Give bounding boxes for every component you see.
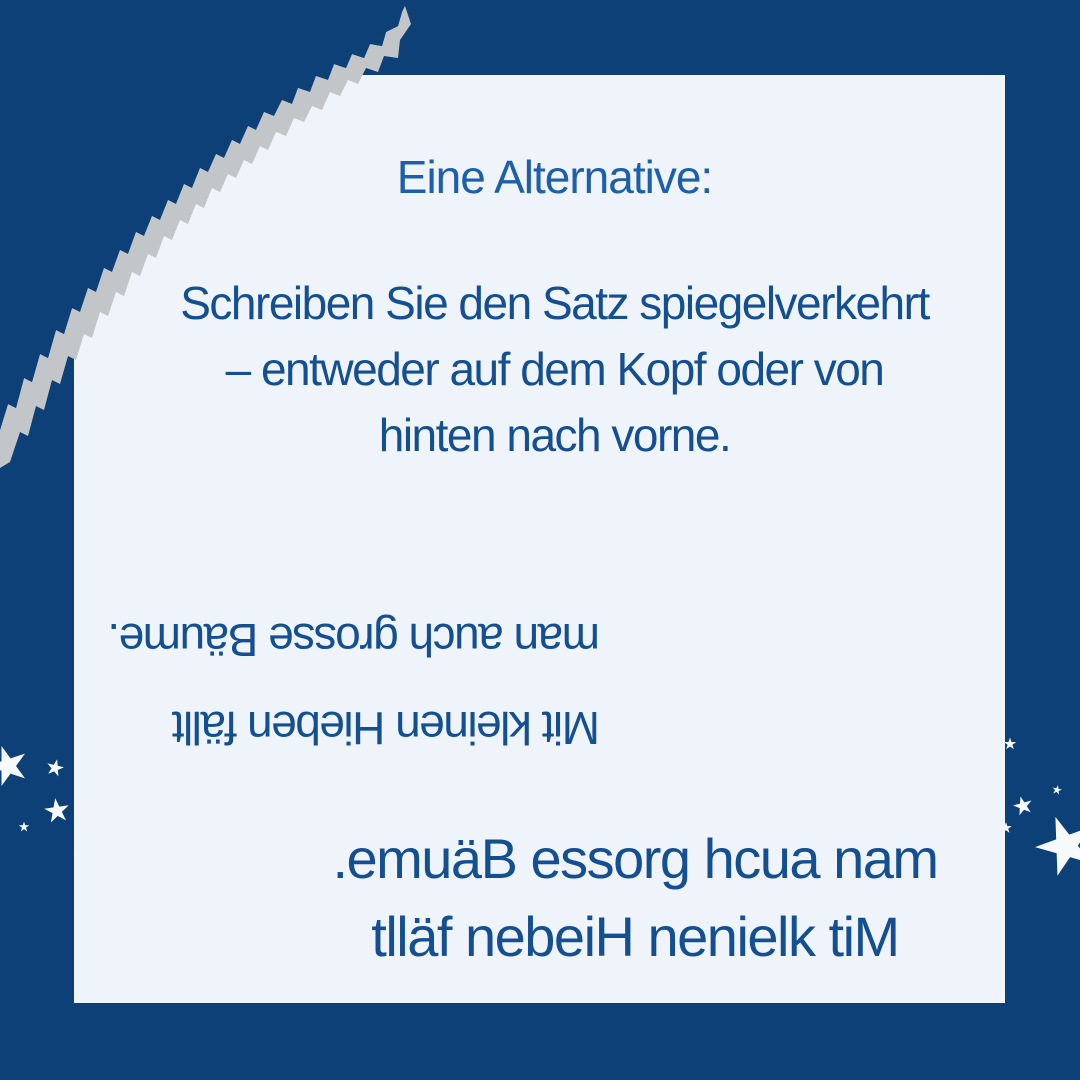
instruction-line: hinten nach vorne.: [378, 409, 731, 461]
reversed-line: .emuäB essorg hcua nam: [332, 827, 938, 890]
upside-down-sentence: [40, 594, 600, 772]
heading: Eine Alternative:: [396, 151, 713, 203]
upside-down-line: man auch grosse Bäume.: [108, 614, 600, 666]
instruction-line: – entweder auf dem Kopf oder von: [225, 343, 884, 395]
instruction-paragraph: [89, 270, 1020, 468]
upside-down-line: Mit kleinen Hieben fällt: [173, 702, 600, 754]
reversed-sentence: [275, 820, 995, 978]
reversed-line: tlläf nebeiH nenielk tiM: [371, 905, 899, 968]
instruction-line: Schreiben Sie den Satz spiegelverkehrt: [180, 277, 929, 329]
